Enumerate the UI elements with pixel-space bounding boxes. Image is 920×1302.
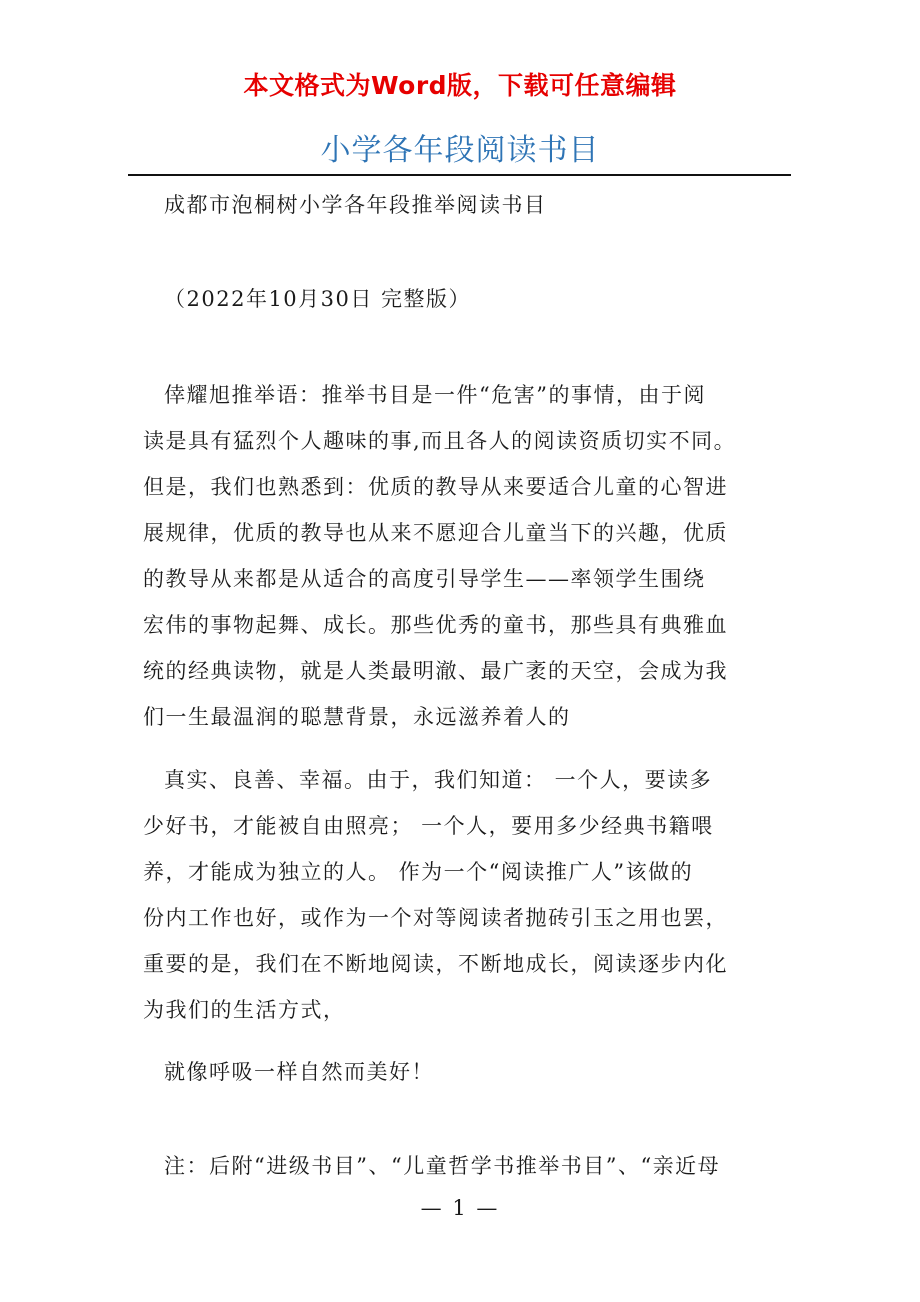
paragraph-line: 们一生最温润的聪慧背景，永远滋养着人的 (143, 705, 571, 729)
paragraph-line: 少好书，才能被自由照亮； 一个人，要用多少经典书籍喂 (143, 814, 714, 838)
paragraph-line: 展规律，优质的教导也从来不愿迎合儿童当下的兴趣，优质 (143, 521, 728, 545)
paragraph-line: 宏伟的事物起舞、成长。那些优秀的童书，那些具有典雅血 (143, 613, 728, 637)
paragraph-line: 就像呼吸一样自然而美好！ (164, 1060, 434, 1084)
paragraph-line: 倖耀旭推举语：推举书目是一件“危害”的事情，由于阅 (164, 383, 706, 407)
document-title: 小学各年段阅读书目 (320, 133, 600, 168)
date-line (143, 276, 783, 322)
paragraph-line: 为我们的生活方式， (143, 998, 346, 1022)
paragraph-line: 的教导从来都是从适合的高度引导学生——率领学生围绕 (143, 567, 706, 591)
paragraph-line: 注：后附“进级书目”、“儿童哲学书推举书目”、“亲近母 (164, 1154, 721, 1178)
paragraph-line: 份内工作也好，或作为一个对等阅读者抛砖引玉之用也罢， (143, 906, 728, 930)
paragraph-recommendation (143, 372, 783, 740)
subtitle (143, 182, 783, 228)
page-number: — 1 — (420, 1196, 500, 1220)
paragraph-line: 重要的是，我们在不断地阅读，不断地成长，阅读逐步内化 (143, 952, 728, 976)
date-text: （2022年10月30日 完整版） (164, 287, 472, 311)
paragraph-line: 但是，我们也熟悉到：优质的教导从来要适合儿童的心智进 (143, 475, 728, 499)
paragraph-line: 真实、良善、幸福。由于，我们知道： 一个人，要读多 (164, 768, 713, 792)
paragraph-note (143, 1143, 783, 1189)
subtitle-text: 成都市泡桐树小学各年段推举阅读书目 (164, 193, 547, 217)
paragraph-closing (143, 1049, 783, 1095)
paragraph-line: 养，才能成为独立的人。 作为一个“阅读推广人”该做的 (143, 860, 694, 884)
paragraph-continuation (143, 757, 783, 1033)
paragraph-line: 读是具有猛烈个人趣味的事,而且各人的阅读资质切实不同。 (143, 429, 737, 453)
paragraph-line: 统的经典读物，就是人类最明澈、最广袤的天空，会成为我 (143, 659, 728, 683)
title-divider (128, 174, 791, 176)
editable-word-banner: 本文格式为Word版，下载可任意编辑 (243, 71, 677, 100)
